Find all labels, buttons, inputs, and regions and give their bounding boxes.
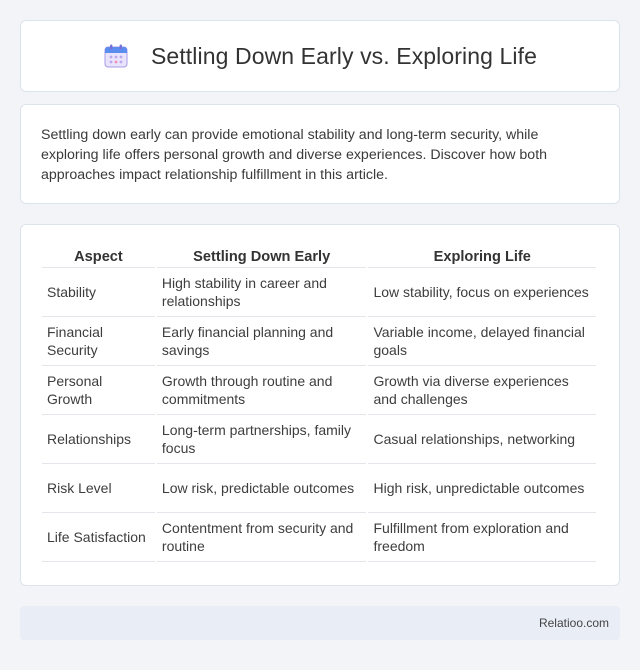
header-aspect: Aspect bbox=[42, 243, 155, 268]
aspect-cell: Life Satisfaction bbox=[42, 513, 155, 562]
exploring-cell: Low stability, focus on experiences bbox=[368, 268, 596, 317]
table-card bbox=[20, 224, 620, 586]
footer bbox=[20, 606, 620, 640]
exploring-cell: Growth via diverse experiences and challenges bbox=[368, 366, 596, 415]
comparison-table bbox=[40, 243, 598, 562]
aspect-cell: Financial Security bbox=[42, 317, 155, 366]
exploring-cell: High risk, unpredictable outcomes bbox=[368, 464, 596, 513]
aspect-cell: Relationships bbox=[42, 415, 155, 464]
header-settling-down-early: Settling Down Early bbox=[157, 243, 367, 268]
settling-cell: Low risk, predictable outcomes bbox=[157, 464, 367, 513]
calendar-icon bbox=[103, 43, 129, 69]
exploring-cell: Casual relationships, networking bbox=[368, 415, 596, 464]
aspect-cell: Risk Level bbox=[42, 464, 155, 513]
table-row bbox=[42, 464, 596, 513]
settling-cell: Long-term partnerships, family focus bbox=[157, 415, 367, 464]
table-row bbox=[42, 317, 596, 366]
exploring-cell: Fulfillment from exploration and freedom bbox=[368, 513, 596, 562]
intro-card bbox=[20, 104, 620, 204]
page-title: Settling Down Early vs. Exploring Life bbox=[150, 42, 538, 69]
header-exploring-life: Exploring Life bbox=[368, 243, 596, 268]
table-header-row bbox=[42, 243, 596, 268]
settling-cell: Growth through routine and commitments bbox=[157, 366, 367, 415]
table-row bbox=[42, 366, 596, 415]
exploring-cell: Variable income, delayed financial goals bbox=[368, 317, 596, 366]
table-row bbox=[42, 415, 596, 464]
title-card bbox=[20, 20, 620, 92]
table-row bbox=[42, 268, 596, 317]
title-row bbox=[103, 43, 537, 70]
settling-cell: Early financial planning and savings bbox=[157, 317, 367, 366]
footer-brand-link[interactable]: Relatioo.com bbox=[538, 616, 609, 630]
intro-paragraph: Settling down early can provide emotional stability and long-term security, while exploring life offers personal growth and diverse experiences. Discover how both approaches impact relationship fulfillment in this article. bbox=[41, 127, 548, 183]
aspect-cell: Stability bbox=[42, 268, 155, 317]
aspect-cell: Personal Growth bbox=[42, 366, 155, 415]
table-row bbox=[42, 513, 596, 562]
settling-cell: High stability in career and relationships bbox=[157, 268, 367, 317]
settling-cell: Contentment from security and routine bbox=[157, 513, 367, 562]
